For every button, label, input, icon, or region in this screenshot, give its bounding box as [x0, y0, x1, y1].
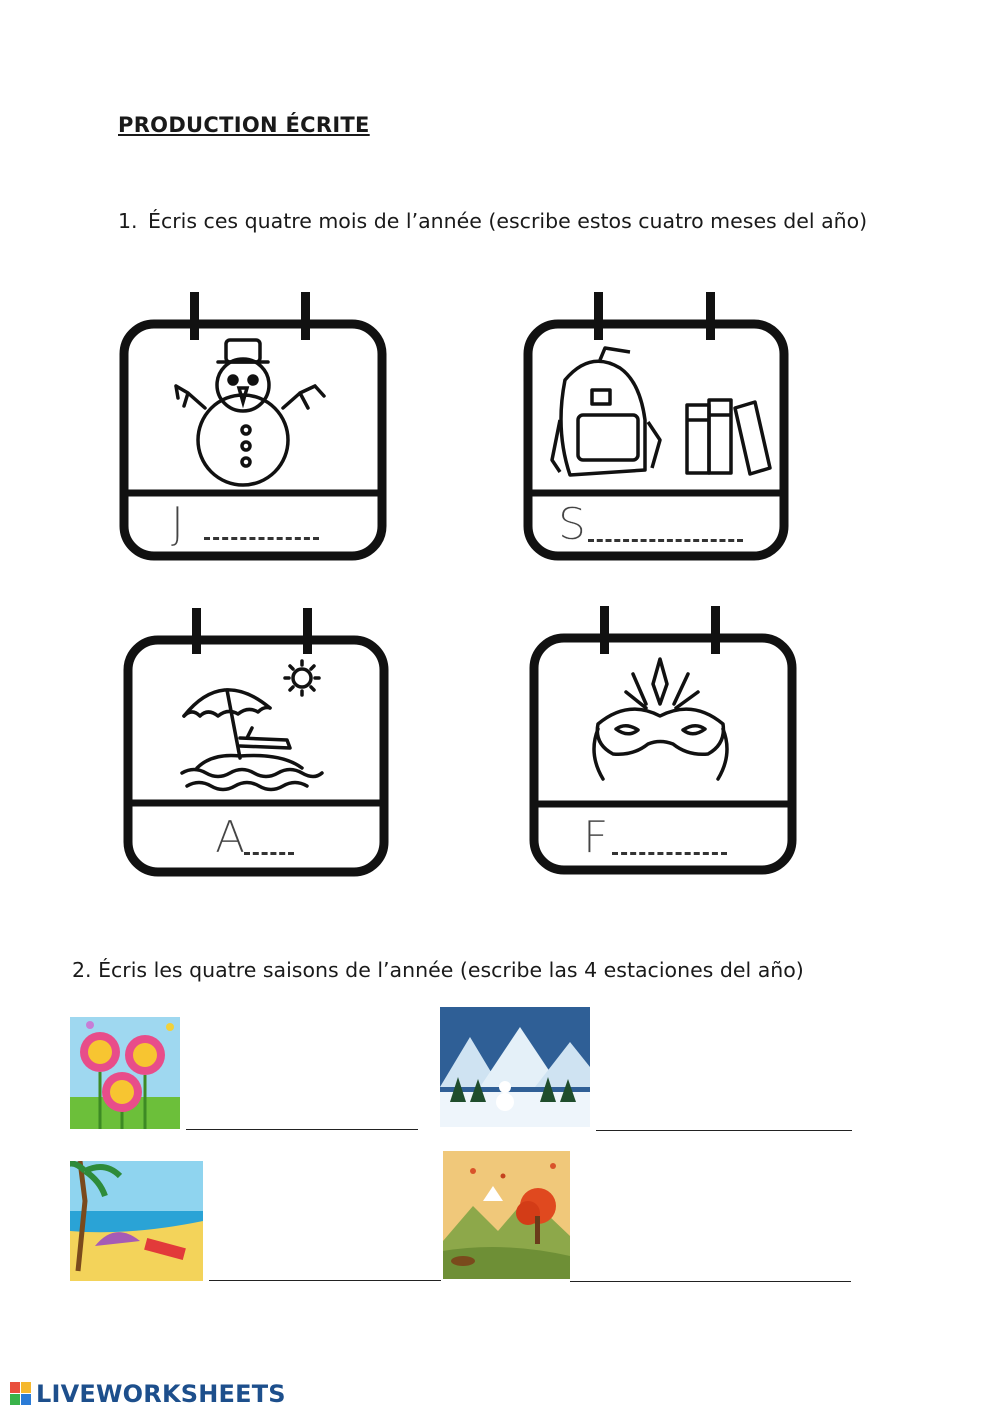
logo-text: LIVEWORKSHEETS	[36, 1380, 286, 1408]
calendar-card-february	[528, 604, 798, 879]
autumn-tree-image	[443, 1151, 570, 1279]
answer-blank-august[interactable]	[244, 852, 294, 855]
calendar-letter-j: J	[171, 498, 184, 549]
answer-line-summer[interactable]	[209, 1280, 441, 1281]
answer-line-winter[interactable]	[596, 1130, 852, 1131]
answer-line-spring[interactable]	[186, 1129, 418, 1130]
snowman-icon	[118, 290, 388, 565]
question-2: 2. Écris les quatre saisons de l’année (escribe las 4 estaciones del año)	[72, 958, 804, 982]
summer-beach-image	[70, 1161, 203, 1281]
spring-flowers-image	[70, 1017, 180, 1129]
answer-blank-january[interactable]	[204, 537, 319, 540]
answer-line-autumn[interactable]	[570, 1281, 851, 1282]
page-title: PRODUCTION ÉCRITE	[118, 113, 370, 137]
winter-snowman-image	[440, 1007, 590, 1127]
question-1-number: 1.	[118, 209, 138, 233]
liveworksheets-logo	[10, 1380, 286, 1408]
calendar-letter-f: F	[583, 812, 609, 863]
carnival-mask-icon	[528, 604, 798, 879]
calendar-letter-s: S	[558, 499, 586, 550]
calendar-card-august	[122, 608, 392, 880]
calendar-card-january	[118, 290, 388, 565]
question-1-text: Écris ces quatre mois de l’année (escribe estos cuatro meses del año)	[148, 209, 868, 233]
calendar-letter-a: A	[215, 812, 246, 863]
calendar-card-september	[520, 290, 790, 565]
answer-blank-september[interactable]	[588, 539, 743, 542]
question-1	[118, 204, 878, 239]
beach-umbrella-icon	[122, 608, 392, 880]
liveworksheets-logo-icon	[10, 1382, 32, 1406]
answer-blank-february[interactable]	[612, 852, 727, 855]
